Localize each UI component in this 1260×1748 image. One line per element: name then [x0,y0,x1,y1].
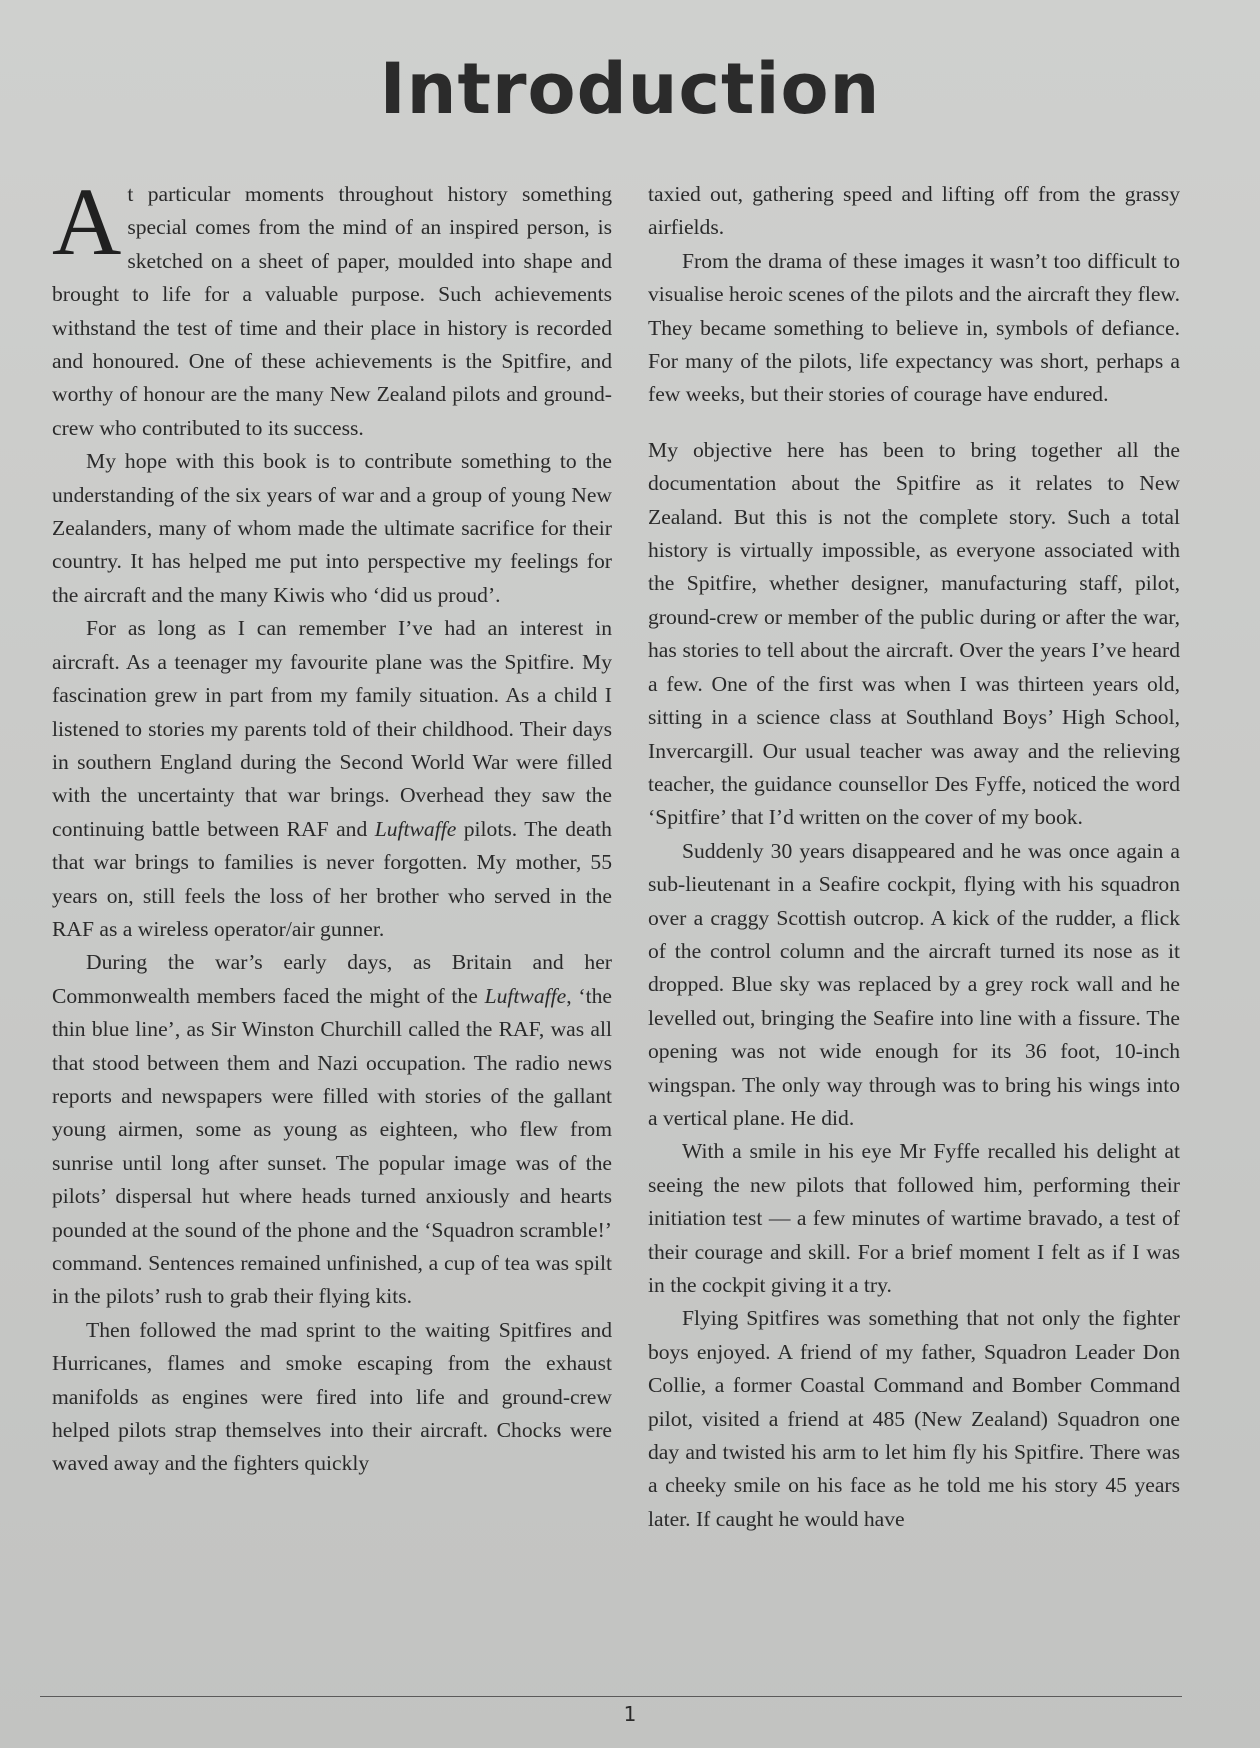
italic-term: Luftwaffe [484,983,567,1008]
paragraph: Then followed the mad sprint to the waiting Spitfires and Hurricanes, flames and smoke escaping from the exhaust manifolds as engines were fired into life and ground-crew helped pilots strap themselves into their aircraft. Chocks were waved away and the fighters quickly [52,1317,612,1476]
paragraph: My objective here has been to bring together all the documentation about the Spitfire as it relates to New Zealand. But this is not the complete story. Such a total history is virtually impossible, as everyone associated with the Spitfire, whether designer, manufacturing staff, pilot, ground-crew or member of the public during or after the war, has stories to tell about the aircraft. Over the years I’ve heard a few. One of the first was when I was thirteen years old, sitting in a science class at Southland Boys’ High School, Invercargill. Our usual teacher was away and the relieving teacher, the guidance counsellor Des Fyffe, noticed the word ‘Spitfire’ that I’d written on the cover of my book. [648,437,1180,830]
paragraph: From the drama of these images it wasn’t too difficult to visualise heroic scenes of the pilots and the aircraft they flew. They became something to believe in, symbols of defiance. For many of the pilots, life expectancy was short, perhaps a few weeks, but their stories of courage have endured. [648,248,1180,407]
page-title: Introduction [379,48,881,130]
paragraph [52,168,612,445]
left-column [52,168,612,1481]
footer-rule [40,1696,1182,1697]
paragraph-text: t particular moments throughout history something special comes from the mind of an inspired person, is sketched on a sheet of paper, moulded into shape and brought to life for a valuable purpose. Such achievements withstand the test of time and their place in history is recorded and honoured. One of these achievements is the Spitfire, and worthy of honour are the many New Zealand pilots and ground-crew who contributed to its success. [52,182,612,440]
paragraph: My hope with this book is to contribute something to the understanding of the six years of war and a group of young New Zealanders, many of whom made the ultimate sacrifice for their country. It has helped me put into perspective my feelings for the aircraft and the many Kiwis who ‘did us proud’. [52,449,612,607]
paragraph-text: , ‘the thin blue line’, as Sir Winston Churchill called the RAF, was all that stood between them and Nazi occupation. The radio news reports and newspapers were filled with stories of the gallant young airmen, some as young as eighteen, who flew from sunrise until long after sunset. The popular image was of the pilots’ dispersal hut where heads turned anxiously and hearts pounded at the sound of the phone and the ‘Squadron scramble!’ command. Sentences remained unfinished, a cup of tea was spilt in the pilots’ rush to grab their flying kits. [52,983,612,1309]
page-number: 1 [623,1702,637,1726]
paragraph-text: For as long as I can remember I’ve had an interest in aircraft. As a teenager my favourite plane was the Spitfire. My fascination grew in part from my family situation. As a child I listened to stories my parents told of their childhood. Their days in southern England during the Second World War were filled with the uncertainty that war brings. Overhead they saw the continuing battle between RAF and [52,616,612,841]
paragraph [52,612,612,946]
paragraph: Suddenly 30 years disappeared and he was once again a sub-lieutenant in a Seafire cockpit, flying with his squadron over a craggy Scottish outcrop. A kick of the rudder, a flick of the control column and the aircraft turned its nose as it dropped. Blue sky was replaced by a grey rock wall and he levelled out, bringing the Seafire into line with a fissure. The opening was not wide enough for its 36 foot, 10-inch wingspan. The only way through was to bring his wings into a vertical plane. He did. [648,838,1180,1130]
paragraph: With a smile in his eye Mr Fyffe recalled his delight at seeing the new pilots that followed him, performing their initiation test — a few minutes of wartime bravado, a test of their courage and skill. For a brief moment I felt as if I was in the cockpit giving it a try. [648,1139,1180,1297]
paragraph-text: pilots. The death that war brings to families is never forgotten. My mother, 55 years on, still feels the loss of her brother who served in the RAF as a wireless operator/air gunner. [52,816,612,941]
drop-cap: A [52,168,122,275]
paragraph: Flying Spitfires was something that not only the fighter boys enjoyed. A friend of my father, Squadron Leader Don Collie, a former Coastal Command and Bomber Command pilot, visited a friend at 485 (New Zealand) Squadron one day and twisted his arm to let him fly his Spitfire. There was a cheeky smile on his face as he told me his story 45 years later. If caught he would have [648,1306,1180,1531]
paragraph-text: During the war’s early days, as Britain and her Commonwealth members faced the might of the [52,950,612,1008]
right-column [648,178,1180,1536]
paragraph [52,946,612,1313]
paragraph: taxied out, gathering speed and lifting off from the grassy airfields. [648,182,1180,240]
italic-term: Luftwaffe [374,816,457,841]
